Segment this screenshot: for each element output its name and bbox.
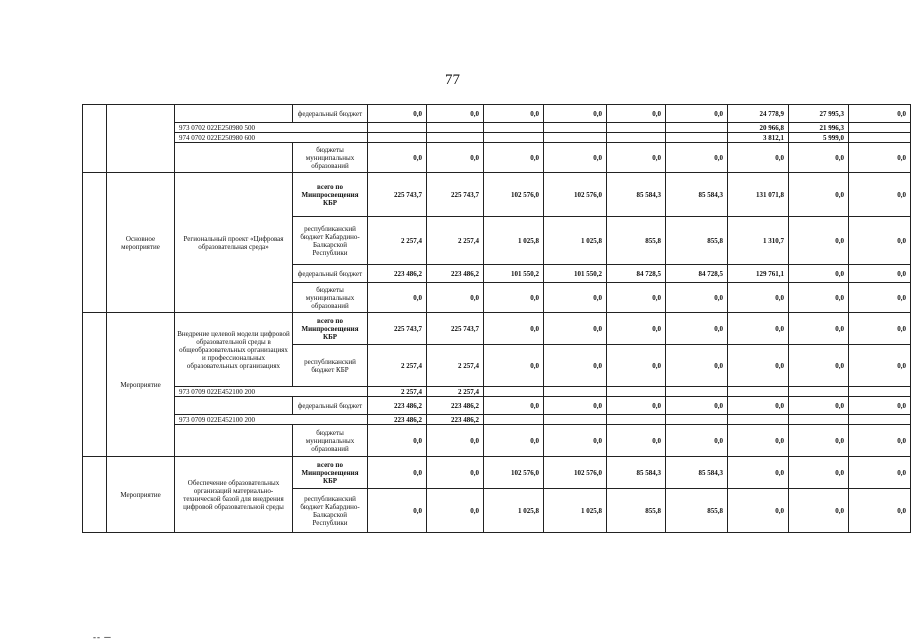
value-cell: 0,0 [544, 425, 607, 457]
funding-source: всего по Минпросвещения КБР [293, 457, 368, 489]
name-cell: Внедрение целевой модели цифровой образовательной среды в общеобразовательных организациях и профессиональных образовательных организациях [175, 313, 293, 387]
value-cell: 0,0 [484, 283, 544, 313]
value-cell [544, 387, 607, 397]
table-row [83, 415, 911, 425]
value-cell: 1 310,7 [728, 217, 789, 265]
value-cell: 0,0 [789, 489, 849, 533]
value-cell: 27 995,3 [789, 105, 849, 123]
value-cell: 0,0 [789, 143, 849, 173]
value-cell: 0,0 [427, 457, 484, 489]
value-cell: 101 550,2 [484, 265, 544, 283]
value-cell: 1 025,8 [484, 217, 544, 265]
value-cell: 84 728,5 [607, 265, 666, 283]
value-cell: 0,0 [849, 457, 911, 489]
value-cell: 0,0 [607, 283, 666, 313]
value-cell: 0,0 [789, 173, 849, 217]
name-cell [175, 143, 293, 173]
value-cell: 0,0 [849, 489, 911, 533]
value-cell [849, 387, 911, 397]
value-cell: 2 257,4 [368, 345, 427, 387]
value-cell [849, 133, 911, 143]
value-cell: 0,0 [789, 345, 849, 387]
value-cell: 0,0 [427, 283, 484, 313]
value-cell: 0,0 [666, 143, 728, 173]
funding-source: бюджеты муниципальных образований [293, 425, 368, 457]
table-row [83, 173, 911, 217]
value-cell: 102 576,0 [484, 457, 544, 489]
value-cell: 0,0 [728, 143, 789, 173]
value-cell [728, 415, 789, 425]
value-cell: 0,0 [368, 489, 427, 533]
table-row [83, 313, 911, 345]
value-cell: 0,0 [849, 397, 911, 415]
value-cell: 131 071,8 [728, 173, 789, 217]
funding-source: бюджеты муниципальных образований [293, 143, 368, 173]
value-cell: 85 584,3 [607, 173, 666, 217]
table-row [83, 133, 911, 143]
value-cell: 5 999,0 [789, 133, 849, 143]
value-cell: 0,0 [666, 105, 728, 123]
value-cell: 225 743,7 [427, 313, 484, 345]
value-cell: 0,0 [728, 425, 789, 457]
value-cell: 0,0 [607, 313, 666, 345]
value-cell: 85 584,3 [666, 173, 728, 217]
value-cell [484, 133, 544, 143]
value-cell: 0,0 [427, 489, 484, 533]
budget-code: 974 0702 022E250980 600 [175, 133, 368, 143]
value-cell: 223 486,2 [368, 397, 427, 415]
budget-code: 973 0709 022E452100 200 [175, 387, 368, 397]
table-row [83, 387, 911, 397]
budget-code: 973 0709 022E452100 200 [175, 415, 368, 425]
value-cell: 2 257,4 [427, 217, 484, 265]
value-cell: 0,0 [484, 105, 544, 123]
value-cell: 0,0 [728, 345, 789, 387]
value-cell: 0,0 [368, 425, 427, 457]
value-cell: 225 743,7 [368, 313, 427, 345]
page-number: 77 [445, 72, 460, 88]
value-cell: 0,0 [427, 425, 484, 457]
status-cell [107, 105, 175, 173]
value-cell: 0,0 [368, 143, 427, 173]
row-index-cell [83, 173, 107, 313]
value-cell: 0,0 [484, 345, 544, 387]
value-cell: 223 486,2 [427, 397, 484, 415]
value-cell: 0,0 [484, 313, 544, 345]
value-cell: 0,0 [427, 105, 484, 123]
value-cell: 0,0 [368, 283, 427, 313]
name-cell: Обеспечение образовательных организаций материально-технической базой для внедрения цифровой образовательной среды [175, 457, 293, 533]
value-cell: 0,0 [728, 313, 789, 345]
value-cell: 2 257,4 [427, 345, 484, 387]
name-cell [175, 425, 293, 457]
value-cell: 0,0 [607, 425, 666, 457]
table-row [83, 397, 911, 415]
value-cell: 0,0 [427, 143, 484, 173]
funding-source: республиканский бюджет Кабардино-Балкарской Республики [293, 217, 368, 265]
value-cell [789, 415, 849, 425]
value-cell: 0,0 [666, 283, 728, 313]
value-cell: 0,0 [789, 313, 849, 345]
value-cell: 0,0 [849, 265, 911, 283]
value-cell: 0,0 [666, 345, 728, 387]
footer-marks: -- ─ [93, 632, 112, 642]
value-cell: 102 576,0 [484, 173, 544, 217]
value-cell: 0,0 [849, 345, 911, 387]
value-cell: 0,0 [789, 425, 849, 457]
status-cell: Мероприятие [107, 457, 175, 533]
value-cell: 0,0 [544, 345, 607, 387]
value-cell: 0,0 [849, 313, 911, 345]
value-cell: 129 761,1 [728, 265, 789, 283]
value-cell: 20 966,8 [728, 123, 789, 133]
value-cell: 85 584,3 [607, 457, 666, 489]
value-cell: 855,8 [607, 217, 666, 265]
value-cell [484, 123, 544, 133]
value-cell: 0,0 [484, 397, 544, 415]
value-cell: 0,0 [368, 457, 427, 489]
value-cell [849, 415, 911, 425]
value-cell: 225 743,7 [368, 173, 427, 217]
value-cell: 3 812,1 [728, 133, 789, 143]
value-cell: 21 996,3 [789, 123, 849, 133]
value-cell: 24 778,9 [728, 105, 789, 123]
value-cell [849, 123, 911, 133]
value-cell [607, 415, 666, 425]
status-cell: Основное мероприятие [107, 173, 175, 313]
budget-table [82, 104, 911, 533]
budget-code: 973 0702 022E250980 500 [175, 123, 368, 133]
name-cell: Региональный проект «Цифровая образовательная среда» [175, 173, 293, 313]
value-cell: 0,0 [728, 489, 789, 533]
value-cell: 0,0 [544, 397, 607, 415]
value-cell: 0,0 [789, 397, 849, 415]
value-cell [666, 123, 728, 133]
value-cell [666, 387, 728, 397]
value-cell: 855,8 [666, 217, 728, 265]
value-cell [544, 123, 607, 133]
funding-source: всего по Минпросвещения КБР [293, 313, 368, 345]
value-cell [368, 123, 427, 133]
funding-source: республиканский бюджет Кабардино-Балкарской Республики [293, 489, 368, 533]
value-cell: 0,0 [789, 265, 849, 283]
value-cell: 0,0 [607, 143, 666, 173]
value-cell: 0,0 [728, 457, 789, 489]
value-cell [728, 387, 789, 397]
value-cell: 0,0 [666, 313, 728, 345]
funding-source: всего по Минпросвещения КБР [293, 173, 368, 217]
value-cell: 102 576,0 [544, 173, 607, 217]
value-cell [607, 387, 666, 397]
value-cell: 0,0 [666, 425, 728, 457]
value-cell: 0,0 [666, 397, 728, 415]
value-cell: 0,0 [484, 425, 544, 457]
value-cell [607, 133, 666, 143]
value-cell [484, 387, 544, 397]
value-cell: 2 257,4 [368, 387, 427, 397]
value-cell [544, 133, 607, 143]
value-cell: 102 576,0 [544, 457, 607, 489]
value-cell [544, 415, 607, 425]
value-cell: 0,0 [849, 173, 911, 217]
value-cell: 0,0 [789, 217, 849, 265]
name-cell [175, 397, 293, 415]
value-cell [427, 123, 484, 133]
value-cell: 0,0 [484, 143, 544, 173]
value-cell: 0,0 [607, 345, 666, 387]
value-cell: 0,0 [544, 313, 607, 345]
value-cell: 0,0 [607, 105, 666, 123]
value-cell: 1 025,8 [544, 489, 607, 533]
value-cell: 0,0 [544, 143, 607, 173]
funding-source: федеральный бюджет [293, 105, 368, 123]
funding-source: бюджеты муниципальных образований [293, 283, 368, 313]
value-cell: 855,8 [607, 489, 666, 533]
value-cell [666, 133, 728, 143]
value-cell: 101 550,2 [544, 265, 607, 283]
value-cell: 0,0 [607, 397, 666, 415]
value-cell: 1 025,8 [484, 489, 544, 533]
value-cell: 223 486,2 [368, 265, 427, 283]
value-cell: 225 743,7 [427, 173, 484, 217]
value-cell: 855,8 [666, 489, 728, 533]
row-index-cell [83, 457, 107, 533]
value-cell: 0,0 [849, 217, 911, 265]
table-row [83, 105, 911, 123]
table-row [83, 143, 911, 173]
funding-source: федеральный бюджет [293, 397, 368, 415]
value-cell: 0,0 [728, 283, 789, 313]
row-index-cell [83, 105, 107, 173]
value-cell: 0,0 [789, 283, 849, 313]
value-cell [789, 387, 849, 397]
table-row [83, 123, 911, 133]
value-cell: 0,0 [849, 143, 911, 173]
value-cell: 0,0 [544, 283, 607, 313]
value-cell [666, 415, 728, 425]
value-cell [484, 415, 544, 425]
value-cell: 2 257,4 [368, 217, 427, 265]
value-cell [607, 123, 666, 133]
name-cell [175, 105, 293, 123]
value-cell [427, 133, 484, 143]
value-cell: 0,0 [849, 283, 911, 313]
table-row [83, 425, 911, 457]
status-cell: Мероприятие [107, 313, 175, 457]
value-cell: 0,0 [368, 105, 427, 123]
value-cell: 1 025,8 [544, 217, 607, 265]
value-cell: 223 486,2 [427, 265, 484, 283]
value-cell: 0,0 [849, 425, 911, 457]
value-cell: 84 728,5 [666, 265, 728, 283]
row-index-cell [83, 313, 107, 457]
value-cell: 85 584,3 [666, 457, 728, 489]
value-cell [368, 133, 427, 143]
funding-source: федеральный бюджет [293, 265, 368, 283]
value-cell: 0,0 [544, 105, 607, 123]
funding-source: республиканский бюджет КБР [293, 345, 368, 387]
value-cell: 0,0 [849, 105, 911, 123]
value-cell: 0,0 [728, 397, 789, 415]
table-row [83, 457, 911, 489]
value-cell: 223 486,2 [368, 415, 427, 425]
value-cell: 223 486,2 [427, 415, 484, 425]
value-cell: 2 257,4 [427, 387, 484, 397]
value-cell: 0,0 [789, 457, 849, 489]
